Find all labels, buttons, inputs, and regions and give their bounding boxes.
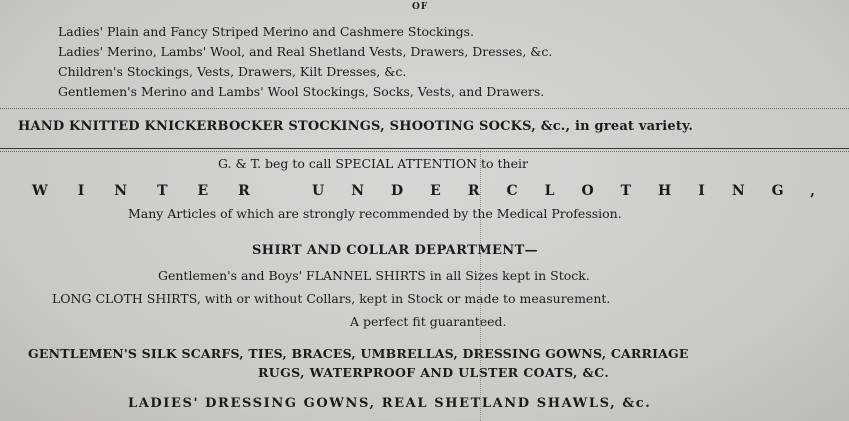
hand-knitted-line: HAND KNITTED KNICKERBOCKER STOCKINGS, SHOOTING SOCKS, &c., in great variety. <box>18 119 694 134</box>
ladies-dressing-gowns-line: LADIES' DRESSING GOWNS, REAL SHETLAND SHAWLS, &c. <box>128 396 652 411</box>
shirt-department-heading: SHIRT AND COLLAR DEPARTMENT— <box>252 243 539 258</box>
divider-dotted-top <box>0 108 849 109</box>
item-childrens-stockings: Children's Stockings, Vests, Drawers, Kilt Dresses, &c. <box>58 64 407 79</box>
silk-scarfs-line2: RUGS, WATERPROOF AND ULSTER COATS, &C. <box>258 365 610 380</box>
winter-word: WINTER <box>32 183 280 199</box>
flannel-shirts-line: Gentlemen's and Boys' FLANNEL SHIRTS in all Sizes kept in Stock. <box>158 268 590 283</box>
silk-scarfs-line1: GENTLEMEN'S SILK SCARFS, TIES, BRACES, UMBRELLAS, DRESSING GOWNS, CARRIAGE <box>28 346 689 361</box>
attention-line: G. & T. beg to call SPECIAL ATTENTION to their <box>218 156 528 171</box>
item-gentlemens-stockings: Gentlemen's Merino and Lambs' Wool Stockings, Socks, Vests, and Drawers. <box>58 84 545 99</box>
divider-dotted <box>0 151 849 152</box>
heading-of: OF <box>412 2 429 12</box>
underclothing-word: UNDERCLOTHING, <box>312 183 842 199</box>
item-ladies-stockings: Ladies' Plain and Fancy Striped Merino and Cashmere Stockings. <box>58 24 475 39</box>
divider-rule <box>0 148 849 149</box>
long-cloth-shirts-line: LONG CLOTH SHIRTS, with or without Collars, kept in Stock or made to measurement. <box>52 291 611 306</box>
recommended-line: Many Articles of which are strongly recommended by the Medical Profession. <box>128 206 622 221</box>
item-ladies-vests: Ladies' Merino, Lambs' Wool, and Real Shetland Vests, Drawers, Dresses, &c. <box>58 44 553 59</box>
perfect-fit-line: A perfect fit guaranteed. <box>350 314 507 329</box>
fold-crease <box>480 150 481 421</box>
